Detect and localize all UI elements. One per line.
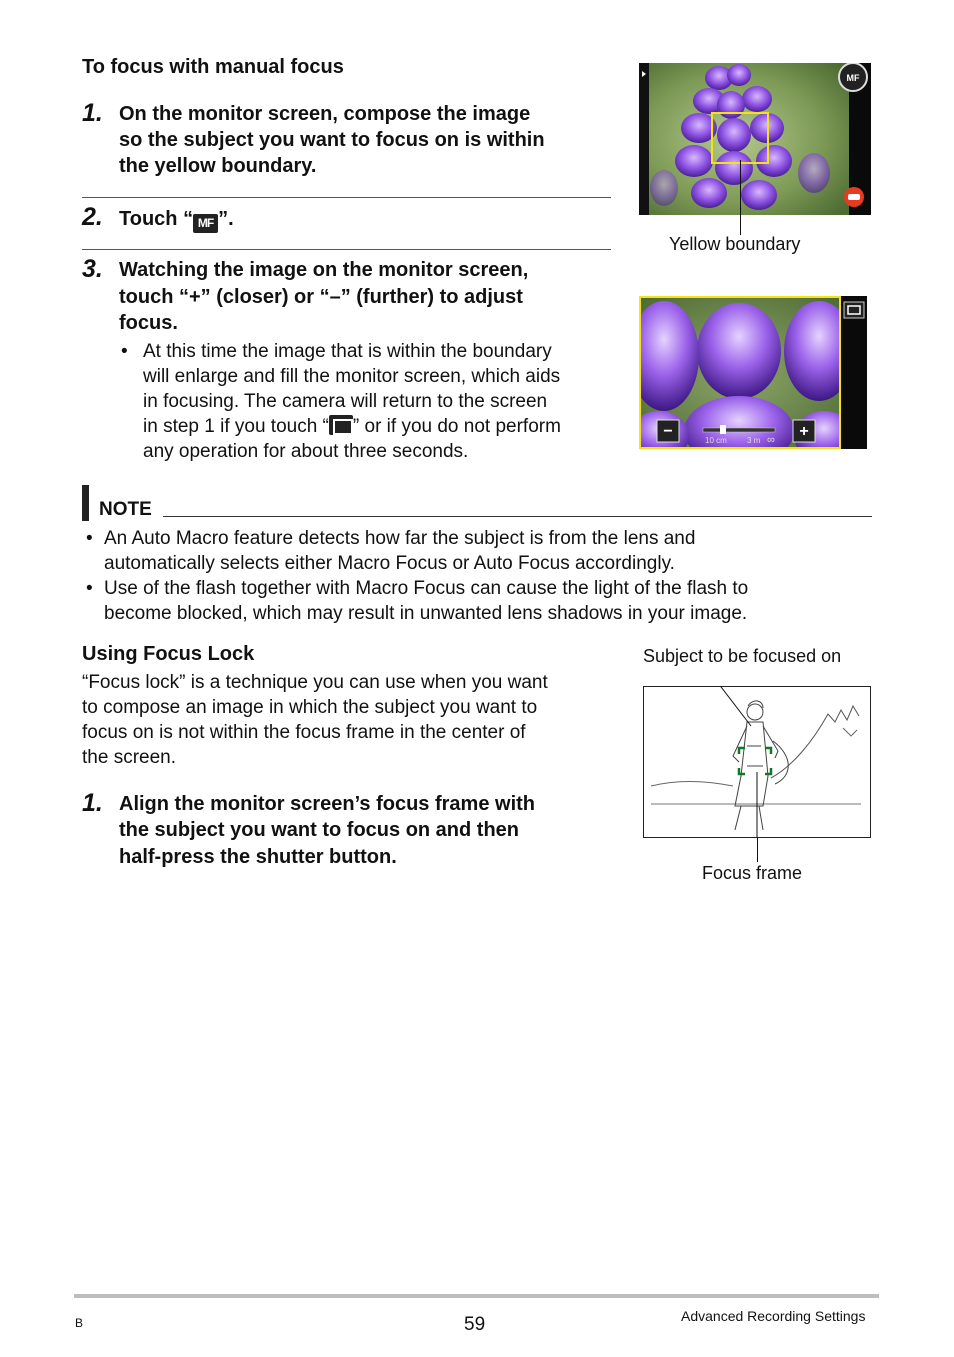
- scale-near: 10 cm: [705, 436, 727, 445]
- footer-chapter-title: Advanced Recording Settings: [681, 1308, 866, 1324]
- step-number: 3.: [82, 255, 103, 283]
- caption-focus-frame: Focus frame: [702, 863, 803, 883]
- bullet-dot: •: [86, 578, 93, 599]
- enlarged-flower-photo: [639, 296, 867, 449]
- lock-step-1-line-2: the subject you want to focus on and then: [119, 819, 520, 841]
- focus-lock-para-line: to compose an image in which the subject you want to: [82, 697, 538, 718]
- focus-lock-para-line: “Focus lock” is a technique you can use when you want: [82, 672, 548, 693]
- mf-button-label: MF: [846, 73, 860, 83]
- step-3-bullet: [121, 339, 601, 464]
- bullet-line: At this time the image that is within the boundary: [143, 341, 552, 362]
- camera-screen-image-1: [639, 63, 871, 215]
- caption-subject: Subject to be focused on: [643, 646, 842, 666]
- bullet-line-4-suffix: ” or if you do not perform: [352, 416, 561, 437]
- step-3-line-2: touch “+” (closer) or “–” (further) to adjust: [119, 286, 523, 308]
- callout-line: [757, 838, 758, 862]
- focus-lock-para-line: the screen.: [82, 747, 176, 768]
- bullet-dot: •: [86, 528, 93, 549]
- focus-lock-illustration: [643, 686, 871, 838]
- step-2-suffix: ”.: [218, 208, 234, 230]
- scale-infinity: ∞: [767, 434, 775, 446]
- footer-rule: [74, 1294, 879, 1298]
- step-number: 2.: [82, 203, 103, 231]
- lock-step-1-line-1: Align the monitor screen’s focus frame with: [119, 793, 535, 815]
- note-bullet: [86, 526, 876, 576]
- bullet-line: any operation for about three seconds.: [143, 441, 469, 462]
- step-1-line-3: the yellow boundary.: [119, 155, 317, 177]
- plus-button-label: +: [799, 423, 809, 440]
- step-number: 1.: [82, 789, 103, 817]
- step-2-prefix: Touch “: [119, 208, 194, 230]
- step-3-line-3: focus.: [119, 312, 178, 334]
- callout-line: [740, 160, 741, 235]
- note-rule: [163, 516, 872, 517]
- step-number: 1.: [82, 99, 103, 127]
- note-line: automatically selects either Macro Focus or Auto Focus accordingly.: [104, 553, 675, 574]
- divider: [82, 249, 611, 250]
- flower-photo: [639, 63, 871, 215]
- mf-icon: MF: [193, 214, 218, 233]
- bullet-dot: •: [121, 341, 128, 362]
- section-title-focus-lock: Using Focus Lock: [82, 643, 255, 665]
- frame-icon: [329, 415, 353, 435]
- bullet-line-4-prefix: in step 1 if you touch “: [143, 416, 329, 437]
- bullet-line: will enlarge and fill the monitor screen, which aids: [143, 366, 561, 387]
- sketch-illustration: [643, 686, 871, 838]
- lock-step-1-line-3: half-press the shutter button.: [119, 846, 397, 868]
- note-line: An Auto Macro feature detects how far the subject is from the lens and: [104, 528, 696, 549]
- bullet-line: [143, 414, 561, 439]
- note-marker-bar: [82, 485, 89, 521]
- bullet-line: in focusing. The camera will return to the screen: [143, 391, 548, 412]
- footer-left-mark: B: [75, 1316, 84, 1330]
- focus-lock-para-line: focus on is not within the focus frame in the center of: [82, 722, 526, 743]
- callout-anchor: [705, 668, 706, 669]
- caption-yellow-boundary: Yellow boundary: [669, 234, 801, 254]
- minus-button-label: −: [663, 423, 673, 440]
- note-line: Use of the flash together with Macro Focus can cause the light of the flash to: [104, 578, 749, 599]
- note-line: become blocked, which may result in unwanted lens shadows in your image.: [104, 603, 748, 624]
- divider: [82, 197, 611, 198]
- step-3-line-1: Watching the image on the monitor screen,: [119, 259, 529, 281]
- scale-mid: 3 m: [747, 436, 761, 445]
- section-title-manual-focus: To focus with manual focus: [82, 56, 344, 78]
- note-bullet: [86, 576, 876, 626]
- page-number: 59: [464, 1314, 486, 1335]
- step-1-line-2: so the subject you want to focus on is within: [119, 129, 545, 151]
- camera-screen-image-2: [639, 296, 867, 449]
- step-2-text: [119, 206, 234, 233]
- note-label: NOTE: [99, 499, 152, 520]
- step-1-line-1: On the monitor screen, compose the image: [119, 103, 531, 125]
